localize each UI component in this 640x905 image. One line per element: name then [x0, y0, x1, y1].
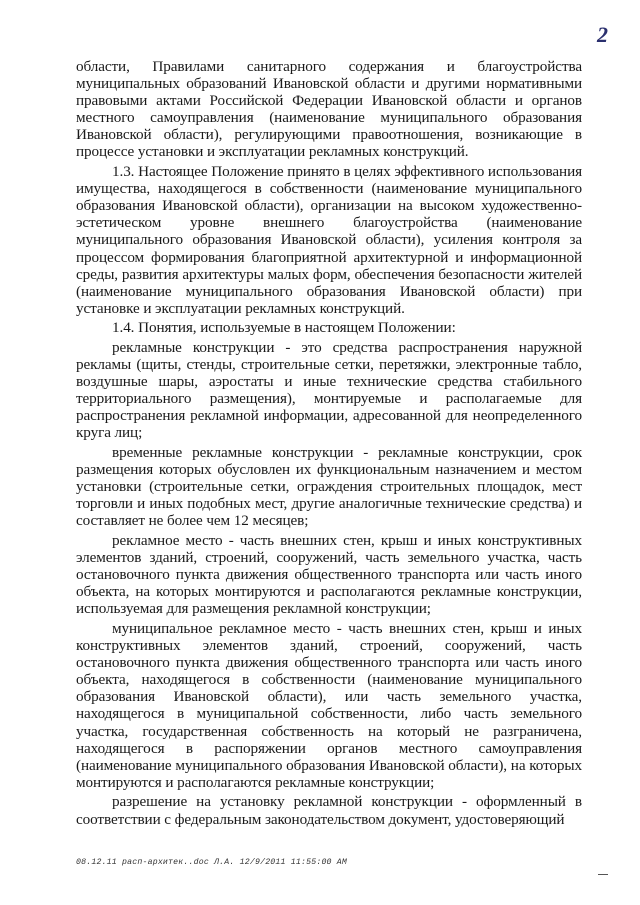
document-footer: 08.12.11 расп-архитек..doc Л.А. 12/9/2011 11:55:00 AM: [76, 858, 348, 867]
paragraph-section-1-4: 1.4. Понятия, используемые в настоящем Положении:: [112, 319, 456, 337]
paragraph-definition-municipal-place: муниципальное рекламное место - часть внешних стен, крыш и иных конструктивных элементов зданий, строений, сооружений, часть остановочного пункта движения общественного транспорта или часть иного объекта, находящегося в собственности (наименование муниципального образования Ивановской области), или часть земельного участка, находящегося в муниципальной собственности, либо часть земельного участка, государственная собственность на который не разграничена, находящегося в распоряжении органов местного самоуправления (наименование муниципального образования Ивановской области), на которых монтируются и располагаются рекламные конструкции;: [76, 620, 582, 791]
document-body: [76, 58, 582, 830]
footer-dash: [598, 874, 608, 875]
paragraph-definition-temporary-structures: временные рекламные конструкции - рекламные конструкции, срок размещения которых обусловлен их функциональным назначением и местом установки (строительные сетки, ограждения строительных площадок, мест торговли и иных подобных мест, другие аналогичные технические средства) и составляет не более чем 12 месяцев;: [76, 444, 582, 530]
paragraph-definition-permit: разрешение на установку рекламной конструкции - оформленный в соответствии с федеральным законодательством документ, удостоверяющий: [76, 793, 582, 828]
paragraph-definition-advertising-structures: рекламные конструкции - это средства распространения наружной рекламы (щиты, стенды, строительные сетки, перетяжки, электронные табло, воздушные шары, аэростаты и иные технические средства стабильного территориального размещения), монтируемые и располагаемые для распространения рекламной информации, адресованной для неопределенного круга лиц;: [76, 339, 582, 442]
paragraph-definition-advertising-place: рекламное место - часть внешних стен, крыш и иных конструктивных элементов зданий, строений, сооружений, часть земельного участка, часть остановочного пункта движения общественного транспорта или часть иного объекта, на которых монтируются и располагаются рекламные конструкции, используемая для размещения рекламной конструкции;: [76, 532, 582, 618]
paragraph-continuation: области, Правилами санитарного содержания и благоустройства муниципальных образований Ивановской области и другими нормативными правовыми актами Российской Федерации Ивановской области и органов местного самоуправления (наименование муниципального образования Ивановской области), регулирующими правоотношения, возникающие в процессе установки и эксплуатации рекламных конструкций.: [76, 58, 582, 161]
page-number: 2: [597, 22, 608, 47]
paragraph-section-1-3: 1.3. Настоящее Положение принято в целях эффективного использования имущества, находящегося в собственности (наименование муниципального образования Ивановской области), организации на высоком художественно-эстетическом уровне внешнего благоустройства (наименование муниципального образования Ивановской области), усиления контроля за процессом формирования благоприятной архитектурной и информационной среды, развития архитектуры малых форм, обеспечения безопасности жителей (наименование муниципального образования Ивановской области) при установке и эксплуатации рекламных конструкций.: [76, 163, 582, 317]
